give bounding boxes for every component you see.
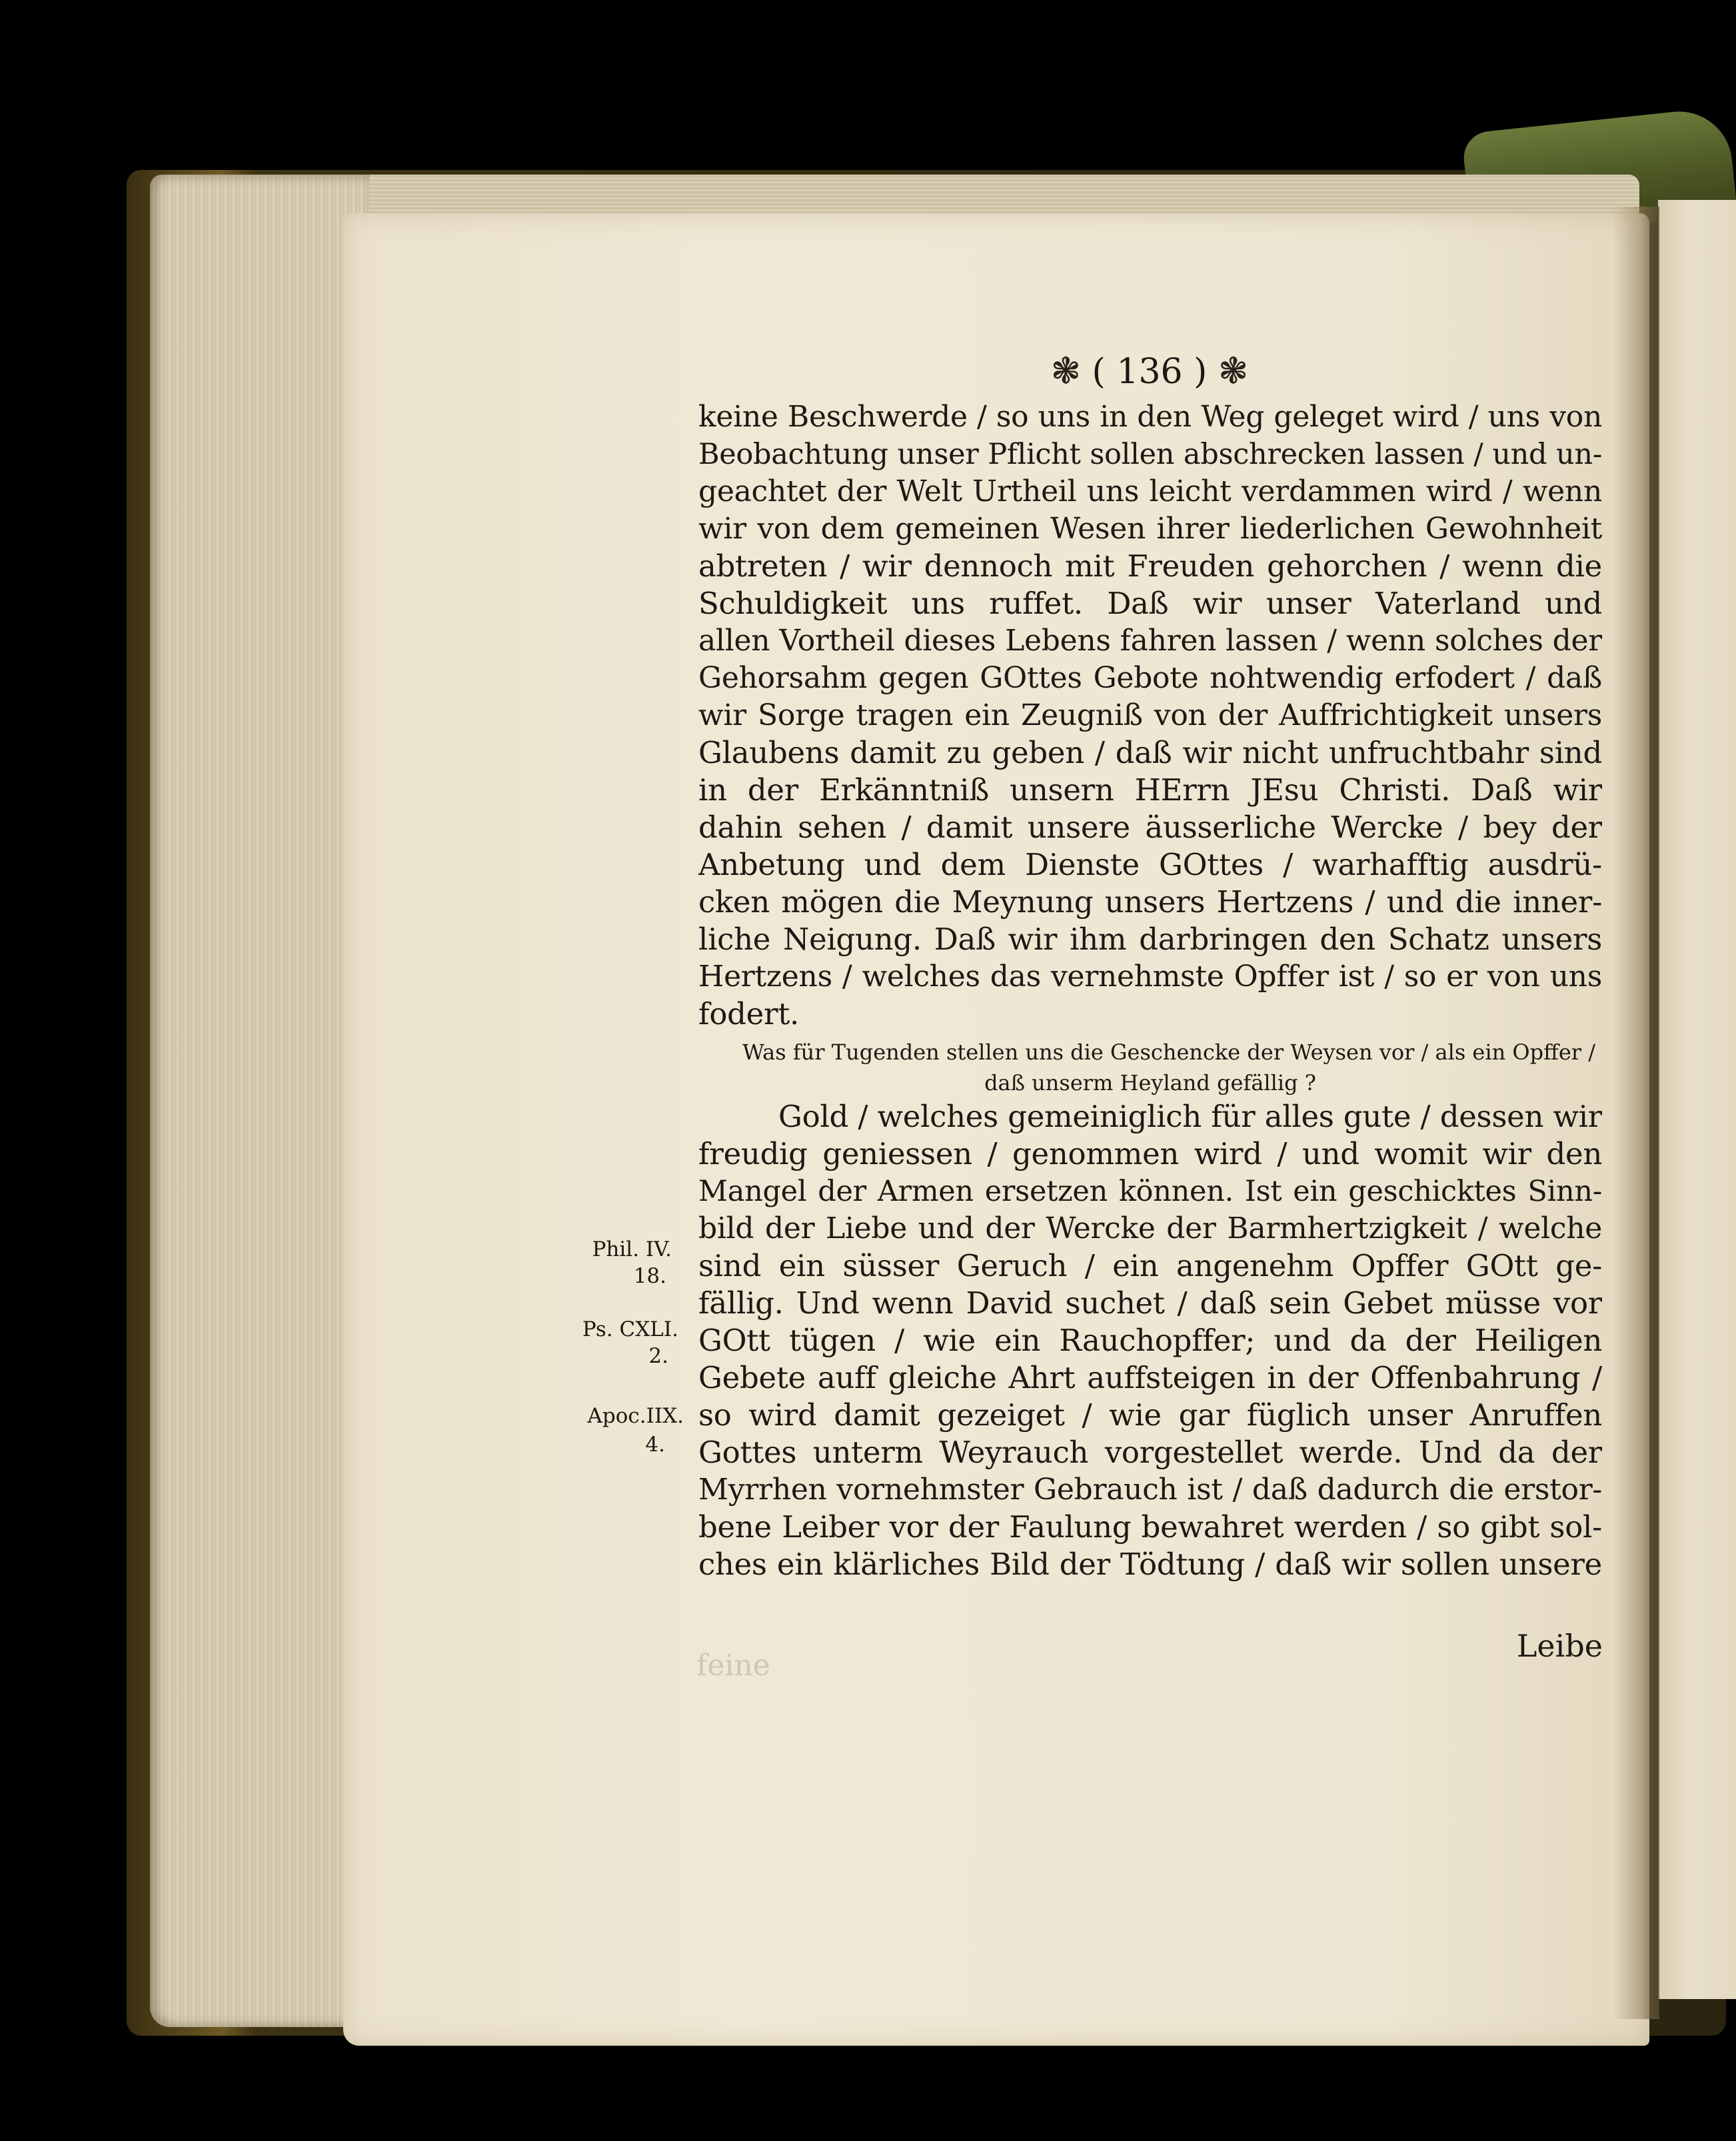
margin-reference: 2.: [648, 1344, 668, 1368]
text-line: ches ein klärliches Bild der Tödtung / daß wir sollen unsere: [698, 1547, 1602, 1582]
text-line: fodert.: [698, 996, 799, 1032]
text-line: bene Leiber vor der Faulung bewahret werden / so gibt sol-: [698, 1509, 1602, 1545]
text-line: wir Sorge tragen ein Zeugniß von der Auffrichtigkeit unsers: [698, 698, 1602, 732]
text-line: allen Vortheil dieses Lebens fahren lassen / wenn solches der: [698, 624, 1602, 658]
margin-reference: 4.: [645, 1433, 665, 1457]
text-line: abtreten / wir dennoch mit Freuden gehorchen / wenn die: [698, 548, 1602, 584]
bleed-through-text: feine: [696, 1649, 770, 1683]
text-line: sind ein süsser Geruch / ein angenehm Opffer GOtt ge-: [698, 1248, 1602, 1283]
text-line: cken mögen die Meynung unsers Hertzens / und die inner-: [698, 884, 1602, 920]
text-line: dahin sehen / damit unsere äusserliche Wercke / bey der: [698, 810, 1602, 845]
page-header: [1036, 348, 1263, 394]
paragraph-2: [698, 1098, 1602, 1583]
text-line: Gebete auff gleiche Ahrt auffsteigen in der Offenbahrung /: [698, 1360, 1602, 1395]
text-line: fällig. Und wenn David suchet / daß sein Gebet müsse vor: [698, 1285, 1602, 1321]
margin-reference: Ps. CXLI.: [582, 1317, 678, 1341]
margin-reference: Phil. IV.: [592, 1237, 672, 1261]
text-line: wir von dem gemeinen Wesen ihrer liederlichen Gewohnheit: [698, 512, 1602, 546]
text-line: Gehorsahm gegen GOttes Gebote nohtwendig erfodert / daß: [698, 661, 1602, 695]
text-line: Mangel der Armen ersetzen können. Ist ein geschicktes Sinn-: [698, 1175, 1602, 1208]
heading-line: Was für Tugenden stellen uns die Geschencke der Weysen vor / als ein Opffer /: [742, 1040, 1595, 1065]
rosette-right-icon: ❃: [1218, 350, 1249, 392]
text-line: Myrrhen vornehmster Gebrauch ist / daß dadurch die erstor-: [698, 1473, 1602, 1507]
catchword: Leibe: [1516, 1628, 1603, 1664]
facing-page: [1658, 200, 1736, 1999]
page-stack-left: [150, 175, 370, 2027]
text-line: bild der Liebe und der Wercke der Barmhertzigkeit / welche: [698, 1211, 1602, 1245]
page-body: [698, 398, 1602, 1583]
heading-line: daß unserm Heyland gefällig ?: [984, 1070, 1316, 1095]
rosette-left-icon: ❃: [1050, 350, 1082, 392]
paragraph-1: [698, 398, 1602, 1033]
text-line: Gottes unterm Weyrauch vorgestellet werde. Und da der: [698, 1435, 1602, 1470]
text-line: Hertzens / welches das vernehmste Opffer ist / so er von uns: [698, 960, 1602, 994]
text-line: freudig geniessen / genommen wird / und womit wir den: [698, 1136, 1602, 1171]
text-line: geachtet der Welt Urtheil uns leicht verdammen wird / wenn: [698, 474, 1602, 508]
text-line: keine Beschwerde / so uns in den Weg geleget wird / uns von: [698, 400, 1602, 434]
text-line: Beobachtung unser Pflicht sollen abschrecken lassen / und un-: [698, 438, 1602, 471]
text-line: in der Erkänntniß unsern HErrn JEsu Christi. Daß wir: [698, 772, 1602, 808]
text-line: Glaubens damit zu geben / daß wir nicht unfruchtbahr sind: [698, 735, 1602, 770]
page-gutter: [1613, 207, 1659, 2019]
page-number: ( 136 ): [1092, 352, 1208, 392]
text-line: Gold / welches gemeiniglich für alles gute / dessen wir: [778, 1099, 1602, 1134]
margin-reference: 18.: [633, 1264, 666, 1288]
text-line: Anbetung und dem Dienste GOttes / warhafftig ausdrü-: [698, 847, 1602, 882]
text-line: so wird damit gezeiget / wie gar füglich unser Anruffen: [698, 1397, 1602, 1433]
section-heading: [698, 1037, 1602, 1098]
text-line: GOtt tügen / wie ein Rauchopffer; und da der Heiligen: [698, 1323, 1602, 1358]
margin-reference: Apoc.IIX.: [587, 1404, 684, 1428]
text-line: Schuldigkeit uns ruffet. Daß wir unser Vaterland und: [698, 586, 1602, 621]
text-line: liche Neigung. Daß wir ihm darbringen den Schatz unsers: [698, 922, 1602, 957]
